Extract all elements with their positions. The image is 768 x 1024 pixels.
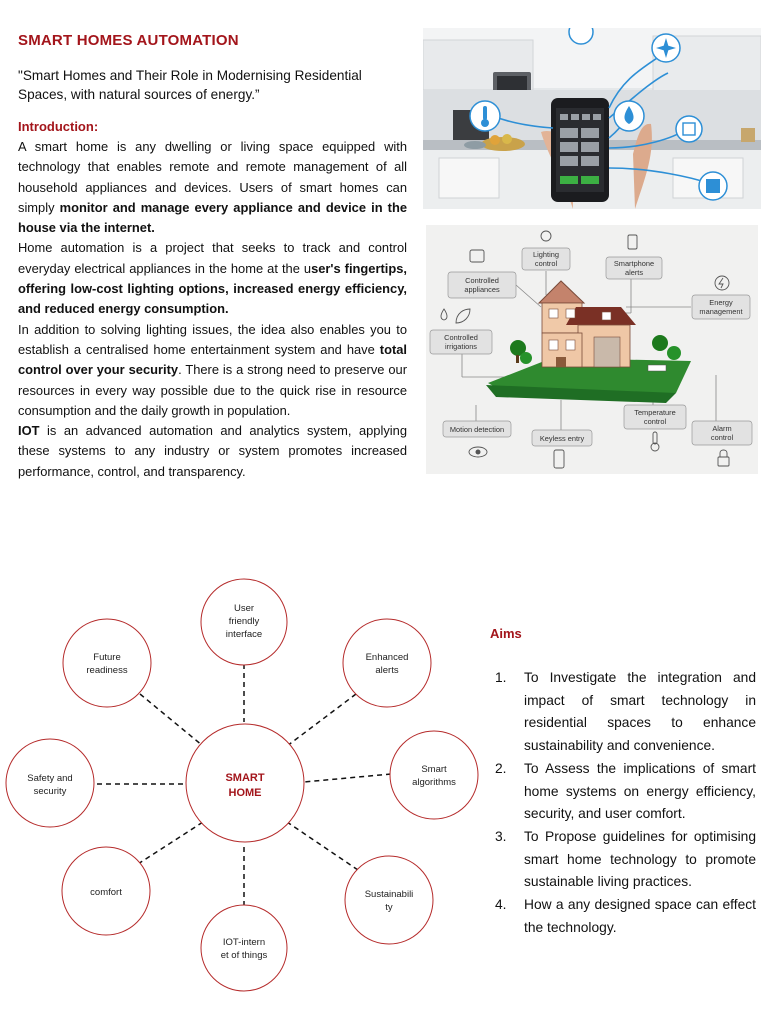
smart-home-mindmap xyxy=(0,570,480,1015)
grid-icon xyxy=(676,116,702,142)
text-run: In addition to solving lighting issues, the idea also enables you to establish a centralised home entertainment system and have xyxy=(18,321,407,357)
aims-heading: Aims xyxy=(490,626,522,641)
intro-paragraph xyxy=(18,421,407,482)
intro-paragraph xyxy=(18,137,407,238)
smartphone-icon xyxy=(628,235,637,249)
thermometer-icon xyxy=(653,432,657,444)
bold-text-run: IOT xyxy=(18,423,40,439)
leaf-icon xyxy=(456,309,470,323)
document-title: SMART HOMES AUTOMATION xyxy=(18,32,239,49)
keypad-icon xyxy=(554,450,564,468)
aims-list xyxy=(490,667,756,939)
controlled-appliances-line-2: appliances xyxy=(464,285,500,294)
aim-item xyxy=(490,758,756,826)
aim-text: To Propose guidelines for optimising smart home technology to promote sustainable living practices. xyxy=(524,828,756,890)
drop-icon xyxy=(441,309,447,320)
kitchen-illustration xyxy=(423,28,761,209)
keyless-entry-label xyxy=(532,430,592,468)
node-bottom-line-1: IOT-intern xyxy=(222,937,266,948)
node-top-right-line-2: alerts xyxy=(375,665,399,676)
temperature-control-line-1: Temperature xyxy=(634,408,676,417)
aim-item xyxy=(490,894,756,939)
mindmap-node-future-readiness xyxy=(63,619,151,707)
keyless-entry-text: Keyless entry xyxy=(539,434,585,443)
text-run: is an advanced automation and analytics system, applying these systems to any industry or system promotes increased performance, control, and transparency. xyxy=(18,423,407,479)
node-top-line-3: interface xyxy=(225,629,263,640)
node-left-line-2: security xyxy=(33,786,67,797)
smartphone-alerts-line-1: Smartphone xyxy=(613,259,655,268)
outlet-icon xyxy=(470,250,484,262)
temperature-control-label xyxy=(624,405,686,451)
node-top-left-line-2: readiness xyxy=(86,665,128,676)
smart-kitchen-photo xyxy=(423,28,761,209)
motion-detection-label xyxy=(443,421,511,457)
bold-text-run: total control over your security xyxy=(18,341,407,378)
node-top-left-line-1: Future xyxy=(93,652,121,663)
controlled-appliances-label xyxy=(448,250,516,298)
controlled-irrigations-label xyxy=(430,309,492,354)
aim-number: 3. xyxy=(495,828,507,844)
aim-text: How a any designed space can effect the technology. xyxy=(524,897,756,935)
aim-item xyxy=(490,826,756,894)
alarm-control-label xyxy=(692,421,752,466)
motion-detection-text: Motion detection xyxy=(449,425,505,434)
aim-text: To Investigate the integration and impact of smart technology in residential spaces to enhance sustainability and convenience. xyxy=(524,670,756,754)
node-bottom-line-2: et of things xyxy=(220,950,268,961)
mindmap-node-enhanced-alerts xyxy=(343,619,431,707)
temperature-control-line-2: control xyxy=(643,417,667,426)
bulb-icon xyxy=(541,231,551,241)
bold-text-run: ser's fingertips, offering low-cost lighting options, increased energy efficiency, and reduced energy consumption. xyxy=(18,260,407,317)
mindmap-center-line-1: SMART xyxy=(225,772,265,784)
introduction-body xyxy=(18,137,407,482)
aim-number: 2. xyxy=(495,760,507,776)
lock-icon xyxy=(718,457,729,466)
controlled-irrigations-line-1: Controlled xyxy=(444,333,478,342)
energy-management-label xyxy=(692,276,750,319)
intro-paragraph xyxy=(18,238,407,319)
mindmap-node-sustainability xyxy=(345,856,433,944)
smartphone-alerts-line-2: alerts xyxy=(624,268,644,277)
mindmap-node-smart-algorithms xyxy=(390,731,478,819)
smart-house-diagram xyxy=(426,225,758,474)
aim-number: 4. xyxy=(495,897,507,913)
node-bottom-right-line-2: ty xyxy=(385,902,393,913)
smartphone-alerts-label xyxy=(606,235,662,279)
alarm-control-line-2: control xyxy=(710,433,734,442)
energy-management-line-2: management xyxy=(699,307,743,316)
node-left-line-1: Safety and xyxy=(27,773,73,784)
node-top-right-line-1: Enhanced xyxy=(365,652,409,663)
aim-item xyxy=(490,667,756,758)
node-top-line-2: friendly xyxy=(228,616,260,627)
node-right-line-2: algorithms xyxy=(412,777,456,788)
node-right-line-1: Smart xyxy=(421,764,447,775)
text-run: A smart home is any dwelling or living space equipped with technology that enables remote and remote management of all household appliances and devices. Users of smart homes can simply xyxy=(18,139,407,215)
alarm-control-line-1: Alarm xyxy=(712,424,732,433)
intro-paragraph xyxy=(18,320,407,421)
node-bottom-left-line-1: comfort xyxy=(90,887,122,898)
document-subtitle: "Smart Homes and Their Role in Modernising Residential Spaces, with natural sources of energy.” xyxy=(18,68,362,102)
mindmap-center-line-2: HOME xyxy=(228,787,262,799)
energy-management-line-1: Energy xyxy=(709,298,733,307)
lighting-control-line-2: control xyxy=(534,259,558,268)
lightning-icon xyxy=(715,276,729,290)
text-run: Home automation is a project that seeks to track and control everyday electrical appliances in the home at the u xyxy=(18,240,407,276)
node-top-line-1: User xyxy=(233,603,255,614)
introduction-heading: Introduction: xyxy=(18,119,99,134)
lighting-control-label xyxy=(522,231,570,270)
text-run: . There is a strong need to preserve our resources in every way possible due to the quick rise in resource consumption and the daily growth in population. xyxy=(18,362,407,418)
lighting-control-line-1: Lighting xyxy=(533,250,559,259)
controlled-irrigations-line-2: irrigations xyxy=(444,342,478,351)
house-diagram-svg xyxy=(426,225,758,474)
aim-text: To Assess the implications of smart home systems on energy efficiency, security, and user comfort. xyxy=(524,760,756,822)
controlled-appliances-line-1: Controlled xyxy=(465,276,499,285)
bold-text-run: monitor and manage every appliance and device in the house via the internet. xyxy=(18,199,407,236)
node-bottom-right-line-1: Sustainabili xyxy=(364,889,414,900)
aim-number: 1. xyxy=(495,670,507,685)
mindmap-node-iot xyxy=(201,905,287,991)
